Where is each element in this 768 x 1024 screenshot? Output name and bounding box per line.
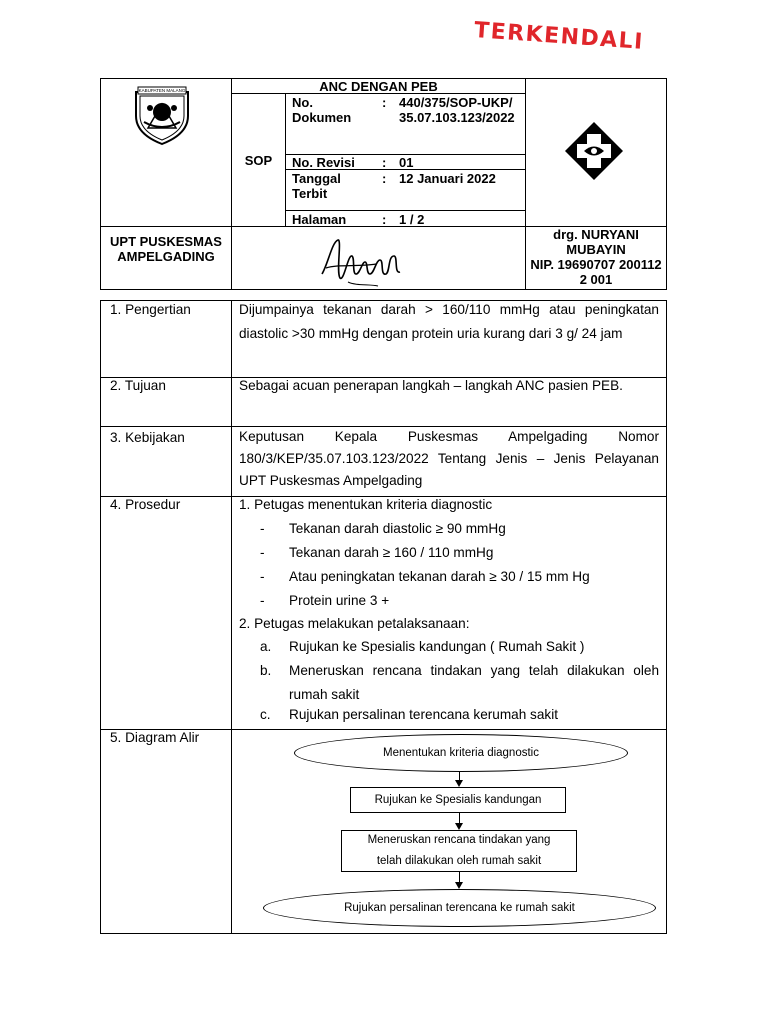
puskesmas-logo [563, 120, 625, 182]
sop-label: SOP [244, 153, 273, 168]
list-dash: - [260, 521, 265, 536]
field-value: 440/375/SOP-UKP/ 35.07.103.123/2022 [399, 95, 515, 125]
regency-logo [130, 82, 194, 146]
document-title: ANC DENGAN PEB [319, 79, 438, 94]
procedure-step-1: 1. Petugas menentukan kriteria diagnostic [239, 497, 493, 512]
action-text: Rujukan ke Spesialis kandungan ( Rumah Sakit ) [289, 639, 585, 654]
flow-arrowhead [455, 780, 463, 787]
field-colon: : [382, 155, 387, 170]
procedure-step-2: 2. Petugas melakukan petalaksanaan: [239, 616, 470, 631]
action-marker: b. [260, 663, 272, 678]
field-label: Halaman [292, 212, 347, 227]
flow-node-start: Menentukan kriteria diagnostic [294, 734, 628, 772]
criteria-item: Tekanan darah ≥ 160 / 110 mmHg [289, 545, 494, 560]
section-label: 1. Pengertian [110, 302, 191, 317]
section-text: Keputusan Kepala Puskesmas Ampelgading Nomor 180/3/KEP/35.07.103.123/2022 Tentang Jenis – Jenis Pelayanan UPT Puskesmas Ampelgading [239, 429, 659, 488]
field-value: 12 Januari 2022 [399, 171, 496, 186]
list-dash: - [260, 545, 265, 560]
official-name: drg. NURYANI MUBAYIN [553, 227, 639, 257]
flow-node-referral: Rujukan ke Spesialis kandungan [350, 787, 566, 813]
field-colon: : [382, 212, 387, 227]
action-text: Rujukan persalinan terencana kerumah sakit [289, 707, 559, 722]
logo-text: KABUPATEN MALANG [138, 88, 186, 93]
criteria-item: Atau peningkatan tekanan darah ≥ 30 / 15 mm Hg [289, 569, 590, 584]
official-nip: NIP. 19690707 200112 2 001 [530, 257, 662, 287]
flow-arrowhead [455, 882, 463, 889]
list-dash: - [260, 593, 265, 608]
criteria-item: Tekanan darah diastolic ≥ 90 mmHg [289, 521, 506, 536]
section-text: Dijumpainya tekanan darah > 160/110 mmHg atau peningkatan diastolic >30 mmHg dengan protein uria kurang dari 3 g/ 24 jam [239, 302, 659, 341]
field-colon: : [382, 95, 387, 110]
field-label: No. Revisi [292, 155, 355, 170]
field-value: 01 [399, 155, 414, 170]
action-marker: c. [260, 707, 271, 722]
field-value: 1 / 2 [399, 212, 425, 227]
signature [318, 234, 408, 290]
section-label: 2. Tujuan [110, 378, 166, 393]
list-dash: - [260, 569, 265, 584]
flow-node-end: Rujukan persalinan terencana ke rumah sakit [263, 889, 656, 927]
flow-node-continue: Meneruskan rencana tindakan yang telah dilakukan oleh rumah sakit [341, 830, 577, 872]
criteria-item: Protein urine 3 + [289, 593, 390, 608]
section-label: 3. Kebijakan [110, 430, 185, 445]
field-label: Tanggal Terbit [292, 171, 341, 201]
institution-name: UPT PUSKESMAS AMPELGADING [110, 234, 222, 264]
field-colon: : [382, 171, 387, 186]
action-marker: a. [260, 639, 272, 654]
field-label: No. Dokumen [292, 95, 352, 125]
section-label: 4. Prosedur [110, 497, 181, 512]
section-text: Sebagai acuan penerapan langkah – langkah ANC pasien PEB. [239, 378, 623, 393]
action-text: Meneruskan rencana tindakan yang telah dilakukan oleh rumah sakit [289, 663, 659, 702]
section-label: 5. Diagram Alir [110, 730, 200, 745]
status-stamp: TERKENDALI [473, 18, 645, 55]
flow-arrowhead [455, 823, 463, 830]
